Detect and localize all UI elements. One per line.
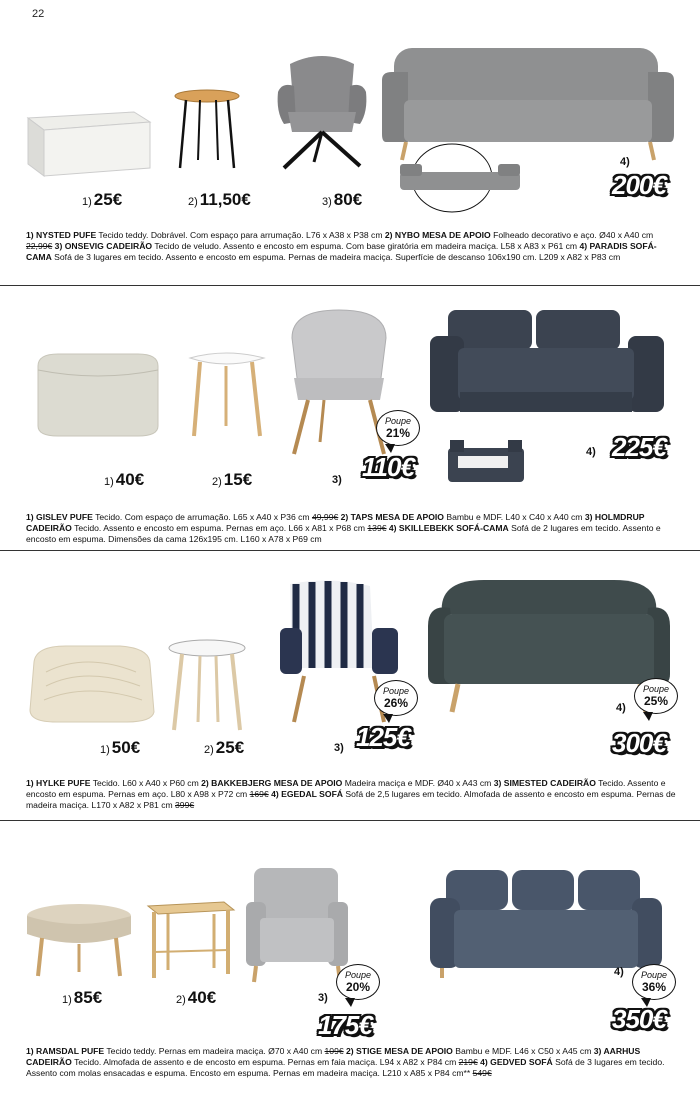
divider-1 — [0, 285, 700, 286]
price-1-1: 1) 25€ — [82, 190, 123, 209]
description-4 — [26, 1046, 676, 1079]
product-name: 2) STIGE MESA DE APOIO — [343, 1046, 453, 1056]
product-details: Tecido. Assento e encosto em espuma. Pernas em aço. L66 x A81 x P68 cm — [71, 523, 368, 533]
num-1-4: 4) — [620, 156, 630, 168]
description-3 — [26, 778, 676, 811]
ramsdal-pufe-image — [24, 904, 134, 978]
product-details: Tecido. Com espaço de arrumação. L65 x A40 x P36 cm — [92, 512, 312, 522]
old-price: 109€ — [324, 1046, 344, 1056]
num-2-4: 4) — [586, 446, 596, 458]
big-price-4-3: 175€ — [318, 1010, 372, 1040]
product-name: 2) BAKKEBJERG MESA DE APOIO — [201, 778, 343, 788]
savings-badge-3-4: Poupe 25% — [634, 678, 678, 714]
product-name: 2) TAPS MESA DE APOIO — [338, 512, 444, 522]
product-details: Tecido teddy. Pernas em madeira maciça. Ø70 x A40 cm — [104, 1046, 325, 1056]
product-name: 1) GISLEV PUFE — [26, 512, 93, 522]
price-2-2: 2) 15€ — [212, 470, 253, 489]
product-name: 3) ONSEVIG CADEIRÃO — [52, 241, 153, 251]
big-price-3-3: 125€ — [356, 722, 410, 752]
product-details: Madeira maciça e MDF. Ø40 x A43 cm — [342, 778, 494, 788]
old-price: 139€ — [367, 523, 387, 533]
aarhus-chair-image — [244, 866, 350, 984]
price-4-1: 1) 85€ — [62, 988, 103, 1007]
product-details: Sofá de 2,5 lugares em tecido. Almofada de assento e encosto em espuma. Pernas de madeira maciça. L170 x A82 x P81 cm — [26, 789, 676, 810]
num-4-4: 4) — [614, 966, 624, 978]
product-name: 3) HOLMDRUP CADEIRÃO — [26, 512, 645, 533]
nysted-pufe-image — [24, 108, 154, 180]
product-details: Tecido. Assento e encosto em espuma. Pernas em aço. L80 x A98 x P72 cm — [26, 778, 666, 799]
savings-badge-4-3: Poupe 20% — [336, 964, 380, 1000]
price-4-2: 2) 40€ — [176, 988, 217, 1007]
product-details: Tecido. Almofada de assento e de encosto em espuma. Pernas em faia maciça. L94 x A82 x P84 cm — [71, 1057, 459, 1067]
product-details: Bambu e MDF. L40 x C40 x A40 cm — [443, 512, 585, 522]
price-3-1: 1) 50€ — [100, 738, 141, 757]
product-name: 4) PARADIS SOFÁ-CAMA — [26, 241, 657, 262]
big-price-2-3: 110€ — [362, 452, 414, 482]
old-price: 399€ — [175, 800, 195, 810]
description-1 — [26, 230, 676, 263]
product-details: Tecido teddy. Dobrável. Com espaço para arrumação. L76 x A38 x P38 cm — [96, 230, 385, 240]
divider-3 — [0, 820, 700, 821]
big-price-1-4: 200€ — [612, 170, 666, 200]
page-number: 22 — [32, 8, 45, 20]
product-name: 4) GEDVED SOFÁ — [477, 1057, 553, 1067]
num-4-3: 3) — [318, 992, 328, 1004]
product-name: 4) EGEDAL SOFÁ — [268, 789, 344, 799]
big-price-3-4: 300€ — [612, 728, 666, 758]
product-details: Sofá de 3 lugares em tecido. Assento com molas ensacadas e espuma. Encosto em espuma. Pernas em madeira maciça. L210 x A85 x P84 cm** — [26, 1057, 665, 1078]
description-2 — [26, 512, 676, 545]
num-2-3: 3) — [332, 474, 342, 486]
sofa-bed-detail-image — [394, 144, 528, 210]
price-2-1: 1) 40€ — [104, 470, 145, 489]
savings-badge-3-3: Poupe 26% — [374, 680, 418, 716]
product-details: Folheado decorativo e aço. Ø40 x A40 cm — [490, 230, 654, 240]
taps-table-image — [186, 352, 268, 438]
savings-badge-2-3: Poupe 21% — [376, 410, 420, 446]
product-details: Tecido de veludo. Assento e encosto em espuma. Com base giratória em madeira maciça. L58 x A83 x P61 cm — [152, 241, 580, 251]
gislev-pufe-image — [34, 352, 162, 438]
product-name: 2) NYBO MESA DE APOIO — [384, 230, 491, 240]
old-price: 22,99€ — [26, 241, 53, 251]
skillebekk-sofa-image — [428, 308, 668, 416]
bakkebjerg-table-image — [166, 638, 248, 732]
product-name: 3) SIMESTED CADEIRÃO — [493, 778, 596, 788]
product-name: 4) SKILLEBEKK SOFÁ-CAMA — [386, 523, 509, 533]
old-price: 549€ — [472, 1068, 492, 1078]
product-name: 1) HYLKE PUFE — [26, 778, 91, 788]
product-details: Bambu e MDF. L46 x C50 x A45 cm — [452, 1046, 594, 1056]
savings-badge-4-4: Poupe 36% — [632, 964, 676, 1000]
divider-2 — [0, 550, 700, 551]
num-3-3: 3) — [334, 742, 344, 754]
big-price-4-4: 350€ — [612, 1004, 666, 1034]
product-name: 3) AARHUS CADEIRÃO — [26, 1046, 641, 1067]
product-name: 1) NYSTED PUFE — [26, 230, 97, 240]
big-price-2-4: 225€ — [612, 432, 666, 462]
price-3-2: 2) 25€ — [204, 738, 245, 757]
old-price: 219€ — [458, 1057, 478, 1067]
old-price: 169€ — [249, 789, 269, 799]
product-details: Tecido. L60 x A40 x P60 cm — [90, 778, 202, 788]
old-price: 49,99€ — [311, 512, 339, 522]
product-details: Sofá de 3 lugares em tecido. Assento e encosto em espuma. Pernas de madeira maciça. Superfície de descanso 106x190 cm. L209 x A82 x P83 cm — [51, 252, 621, 262]
num-3-4: 4) — [616, 702, 626, 714]
product-details: Sofá de 2 lugares em tecido. Assento e encosto em espuma. Dimensões da cama 126x195 cm. L160 x A78 x P69 cm — [26, 523, 661, 544]
price-1-3: 3) 80€ — [322, 190, 363, 209]
sofa-bed-open-image — [446, 430, 526, 486]
hylke-pufe-image — [26, 642, 156, 724]
nybo-table-image — [172, 88, 242, 170]
gedved-sofa-image — [428, 868, 664, 980]
price-1-2: 2) 11,50€ — [188, 190, 251, 209]
stige-table-image — [144, 898, 236, 980]
onsevig-chair-image — [274, 52, 370, 170]
product-name: 1) RAMSDAL PUFE — [26, 1046, 105, 1056]
